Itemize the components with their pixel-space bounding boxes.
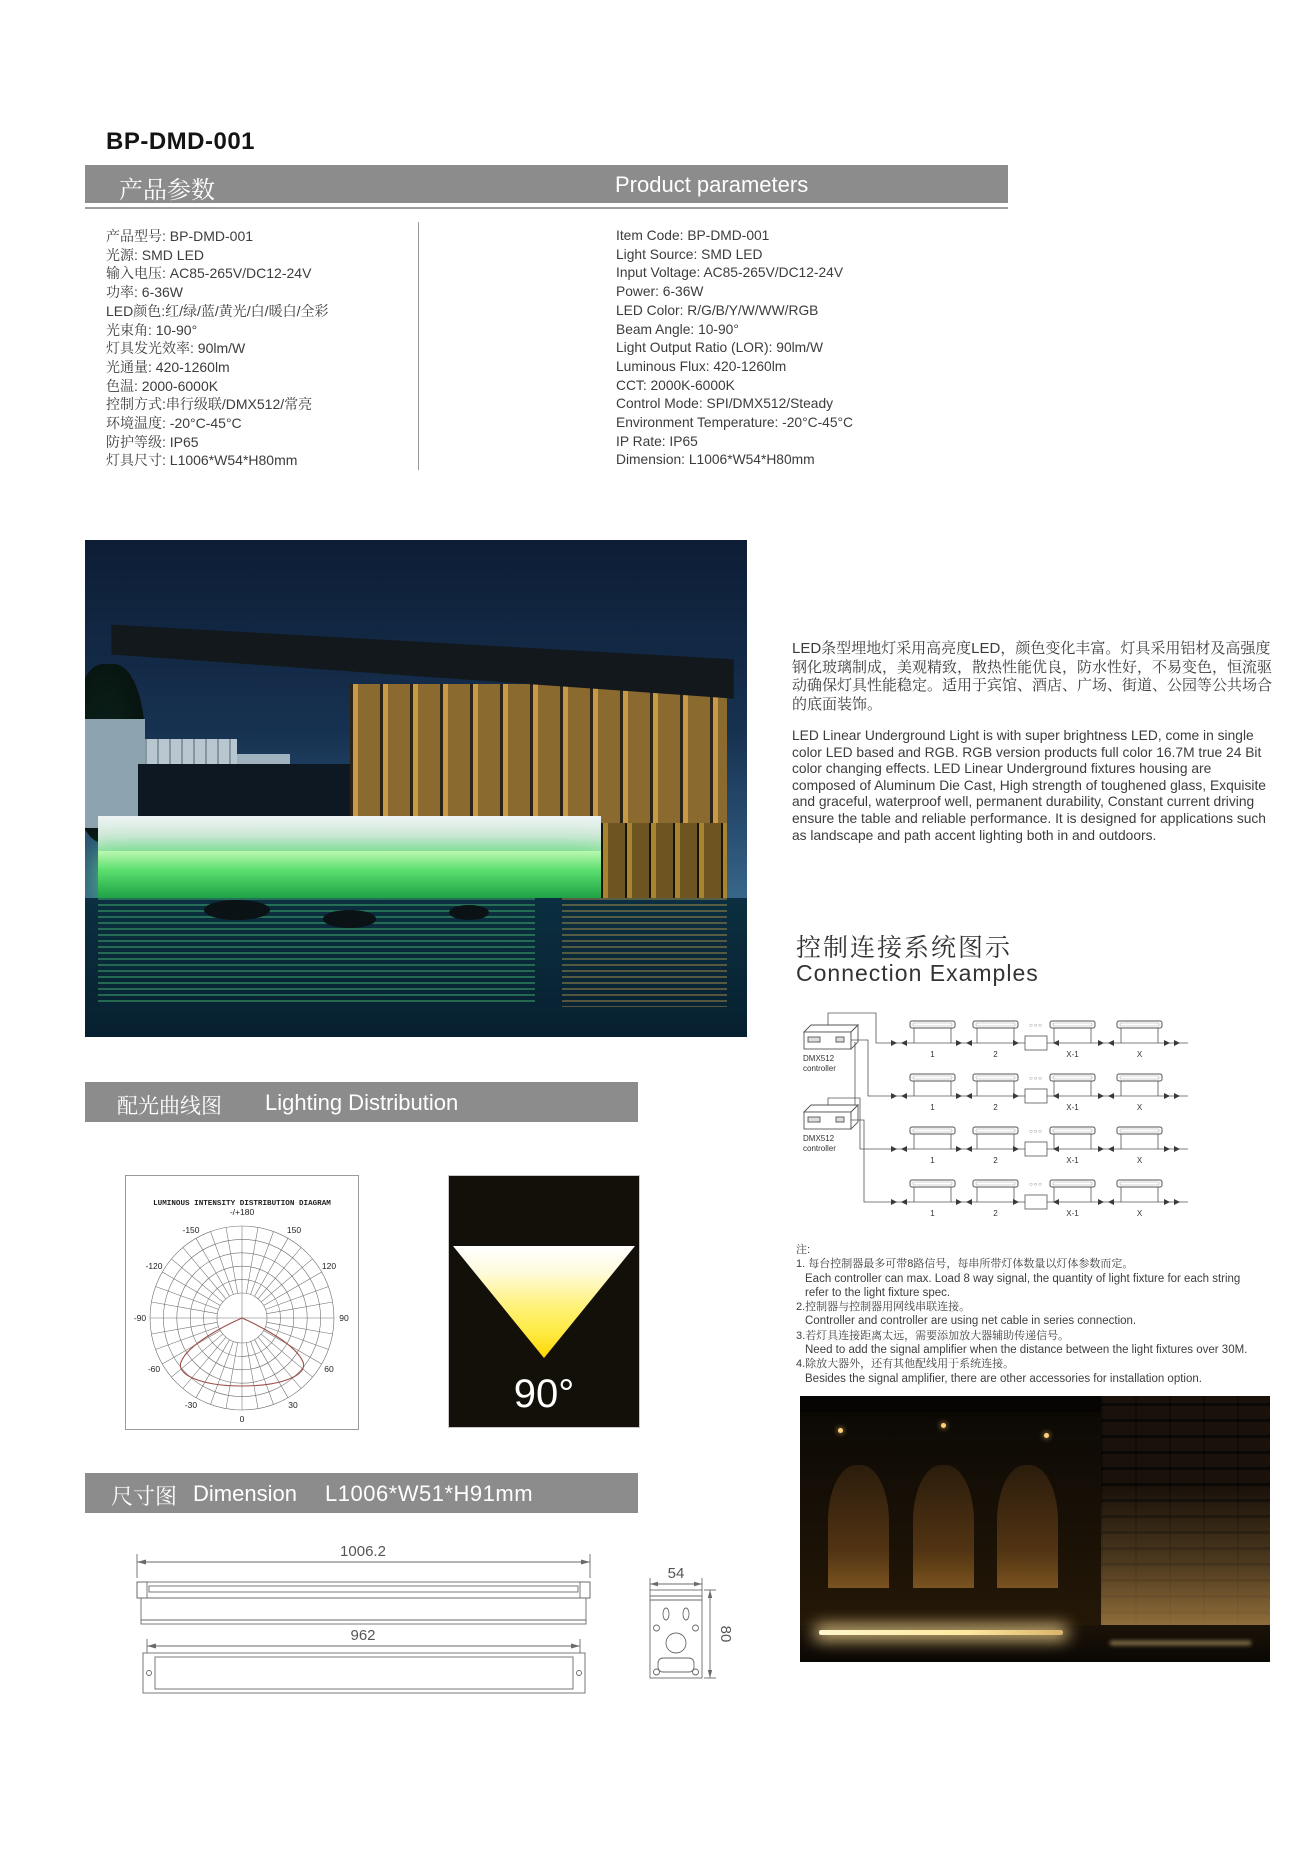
light-fixture-bar: [910, 1127, 955, 1134]
angle-label: -30: [184, 1400, 198, 1410]
controller-label: DMX512: [803, 1054, 835, 1063]
light-fixture-bar: [910, 1074, 955, 1081]
fixture-number: X-1: [1066, 1156, 1079, 1165]
dimension-drawing: [85, 1540, 765, 1740]
photo2-light-dot: [941, 1423, 946, 1428]
signal-amplifier-box: [1025, 1195, 1047, 1209]
fixture-number: X: [1136, 1209, 1143, 1218]
fixture-number: 1: [930, 1156, 935, 1165]
photo2-linear-ground-light: [819, 1630, 1063, 1635]
spec-line: Light Source: SMD LED: [616, 246, 763, 262]
fixture-number: X-1: [1066, 1050, 1079, 1059]
distribution-header-en: Lighting Distribution: [265, 1090, 459, 1115]
spec-line: 色温: 2000-6000K: [106, 377, 219, 394]
photo2-arch: [997, 1465, 1058, 1587]
angle-label: 90: [339, 1313, 349, 1323]
spec-line: 功率: 6-36W: [106, 284, 184, 301]
beam-angle-value: 90°: [513, 1372, 575, 1416]
angle-label: -90: [133, 1313, 147, 1323]
params-header-zh: 产品参数: [119, 177, 215, 204]
note-line: 注:: [796, 1244, 811, 1256]
fixture-number: X-1: [1066, 1209, 1079, 1218]
fixture-row: [886, 1180, 1188, 1218]
angle-label: 60: [324, 1364, 334, 1374]
angle-label: -120: [145, 1261, 163, 1271]
photo2-brick-pillar: [1101, 1396, 1270, 1662]
photo2-arch: [913, 1465, 974, 1587]
photo-green-led-wall: [98, 851, 601, 901]
light-fixture-bar: [973, 1127, 1018, 1134]
controller-label: controller: [803, 1064, 836, 1073]
dim-height: 80: [717, 1625, 734, 1643]
light-fixture-bar: [1050, 1180, 1095, 1187]
controller-label: controller: [803, 1144, 836, 1153]
photo-building-left: [85, 719, 145, 828]
photo-water-gold-reflection: [562, 898, 728, 1007]
dimension-header-size: L1006*W51*H91mm: [325, 1481, 534, 1506]
fixture-number: X: [1136, 1050, 1143, 1059]
dim-length-glass: 962: [350, 1627, 376, 1644]
light-fixture-bar: [973, 1180, 1018, 1187]
light-fixture-bar: [1117, 1127, 1162, 1134]
light-fixture-bar: [1117, 1074, 1162, 1081]
photo2-arch: [828, 1465, 889, 1587]
connection-diagram: [798, 1008, 1270, 1223]
spec-list-zh: [106, 227, 328, 470]
photo-rock: [449, 905, 489, 920]
fixture-row: [886, 1021, 1188, 1059]
beam-cone: [453, 1246, 635, 1358]
angle-label: 120: [321, 1261, 337, 1271]
angle-label: 150: [286, 1225, 302, 1235]
notes: [796, 1243, 1247, 1386]
fixture-number: 2: [993, 1050, 998, 1059]
signal-amplifier-box: [1025, 1036, 1047, 1050]
signal-wire: [851, 1040, 886, 1096]
fixture-row: [886, 1127, 1188, 1165]
connection-title-en: Connection Examples: [796, 960, 1039, 986]
signal-wire: [851, 1120, 886, 1202]
note-line: Need to add the signal amplifier when the distance between the light fixtures over 30M.: [805, 1344, 1248, 1357]
dim-length-overall: 1006.2: [340, 1543, 386, 1560]
photo2-light-dot: [838, 1428, 843, 1433]
note-line: Controller and controller are using net cable in series connection.: [805, 1315, 1137, 1328]
params-header-bar: [85, 165, 1008, 203]
light-fixture-bar: [1050, 1127, 1095, 1134]
application-photo: [800, 1396, 1270, 1662]
connection-title-zh: 控制连接系统图示: [796, 934, 1013, 962]
beam-angle-graphic: [448, 1175, 640, 1428]
fixture-number: 2: [993, 1209, 998, 1218]
ellipsis-dots: ○○○: [1029, 1182, 1043, 1188]
fixture-number: X: [1136, 1156, 1143, 1165]
spec-line: 输入电压: AC85-265V/DC12-24V: [106, 265, 312, 282]
fixture-number: 2: [993, 1103, 998, 1112]
distribution-header-zh: 配光曲线图: [117, 1095, 222, 1118]
note-line: 1. 每台控制器最多可带8路信号，每串所带灯体数量以灯体参数而定。: [796, 1258, 1134, 1271]
light-fixture-bar: [973, 1074, 1018, 1081]
front-view: [143, 1653, 585, 1693]
note-line: refer to the light fixture spec.: [805, 1286, 951, 1299]
distribution-header-bar: [85, 1082, 638, 1122]
header-rule: [85, 207, 1008, 209]
spec-line: Input Voltage: AC85-265V/DC12-24V: [616, 265, 844, 281]
spec-line: 灯具尺寸: L1006*W54*H80mm: [106, 452, 298, 469]
controller-label: DMX512: [803, 1134, 835, 1143]
light-fixture-bar: [1117, 1021, 1162, 1028]
ellipsis-dots: ○○○: [1029, 1023, 1043, 1029]
spec-line: LED Color: R/G/B/Y/W/WW/RGB: [616, 302, 819, 318]
polar-diagram-title: LUMINOUS INTENSITY DISTRIBUTION DIAGRAM: [153, 1200, 331, 1208]
fixture-number: 2: [993, 1156, 998, 1165]
dimension-header-bar: [85, 1473, 638, 1513]
photo-rock: [323, 910, 376, 927]
light-fixture-bar: [1050, 1074, 1095, 1081]
angle-label: 0: [239, 1414, 245, 1424]
signal-amplifier-box: [1025, 1089, 1047, 1103]
dimension-header-en: Dimension: [193, 1481, 297, 1506]
spec-line: Luminous Flux: 420-1260lm: [616, 358, 787, 374]
dmx512-controller: [803, 1105, 858, 1153]
spec-column-divider: [418, 222, 419, 470]
angle-label: -/+180: [229, 1207, 255, 1217]
dimension-header-zh: 尺寸图: [111, 1484, 178, 1509]
dmx512-controller: [803, 1025, 858, 1073]
note-line: Each controller can max. Load 8 way signal, the quantity of light fixture for each string: [805, 1272, 1241, 1285]
end-view: [650, 1565, 734, 1678]
photo-glass-lower: [601, 823, 727, 900]
note-line: 2.控制器与控制器用网线串联连接。: [796, 1301, 971, 1314]
spec-line: 灯具发光效率: 90lm/W: [106, 340, 246, 357]
spec-line: 光束角: 10-90°: [106, 321, 198, 338]
angle-label: -60: [147, 1364, 161, 1374]
spec-line: Dimension: L1006*W54*H80mm: [616, 452, 815, 468]
building-photo: [85, 540, 747, 1037]
spec-line: Environment Temperature: -20°C-45°C: [616, 415, 853, 431]
spec-list-en: [616, 227, 853, 470]
spec-line: Power: 6-36W: [616, 284, 704, 300]
photo-low-wing: [138, 764, 350, 824]
fixture-number: 1: [930, 1209, 935, 1218]
spec-line: 光通量: 420-1260lm: [106, 358, 230, 375]
light-fixture-bar: [1117, 1180, 1162, 1187]
spec-line: 产品型号: BP-DMD-001: [106, 228, 254, 244]
spec-line: Light Output Ratio (LOR): 90lm/W: [616, 340, 824, 356]
spec-line: 环境温度: -20°C-45°C: [106, 415, 242, 432]
photo-white-wall: [98, 816, 601, 851]
description-zh: LED条型埋地灯采用高亮度LED，颜色变化丰富。灯具采用铝材及高强度钢化玻璃制成，美观精致，散热性能优良，防水性好，不易变色，恒流驱动确保灯具性能稳定。适用于宾馆、酒店、广场、街道、公园等公共场合的底面装饰。: [792, 640, 1273, 713]
note-line: Besides the signal amplifier, there are other accessories for installation option.: [805, 1372, 1202, 1385]
page-title: BP-DMD-001: [106, 128, 256, 155]
spec-line: LED颜色:红/绿/蓝/黄光/白/暖白/全彩: [106, 302, 329, 319]
fixture-number: 1: [930, 1103, 935, 1112]
fixture-number: X-1: [1066, 1103, 1079, 1112]
params-header-en: Product parameters: [615, 172, 809, 197]
light-fixture-bar: [910, 1180, 955, 1187]
fixture-number: X: [1136, 1103, 1143, 1112]
photo2-base-glow: [1110, 1641, 1251, 1645]
spec-line: 防护等级: IP65: [106, 433, 199, 450]
spec-line: 光源: SMD LED: [106, 246, 205, 263]
angle-label: 30: [288, 1400, 298, 1410]
ellipsis-dots: ○○○: [1029, 1076, 1043, 1082]
light-fixture-bar: [1050, 1021, 1095, 1028]
light-fixture-bar: [910, 1021, 955, 1028]
light-fixture-bar: [973, 1021, 1018, 1028]
spec-line: 控制方式:串行级联/DMX512/常亮: [106, 396, 313, 413]
photo-glass-facade: [350, 684, 727, 823]
spec-line: CCT: 2000K-6000K: [616, 377, 735, 393]
polar-diagram-box: [125, 1175, 359, 1430]
fixture-row: [886, 1074, 1188, 1112]
ellipsis-dots: ○○○: [1029, 1129, 1043, 1135]
note-line: 4.除放大器外，还有其他配线用于系统连接。: [796, 1358, 1015, 1371]
side-view: [137, 1582, 590, 1624]
fixture-number: 1: [930, 1050, 935, 1059]
signal-amplifier-box: [1025, 1142, 1047, 1156]
angle-label: -150: [182, 1225, 200, 1235]
note-line: 3.若灯具连接距离太远，需要添加放大器辅助传递信号。: [796, 1329, 1070, 1342]
dim-width: 54: [667, 1565, 685, 1582]
description-en: LED Linear Underground Light is with super brightness LED, come in single color LED based and RGB. RGB version products full color 16.7M true 24 Bit color changing effects. LED Linear Underground fixtures housing are composed of Aluminum Die Cast, High strength of toughened glass, Exquisite and graceful, waterproof well, permanent durability, Constant current driving ensure the table and reliable performance. It is designed for applications such as landscape and path accent lighting both in and outdoors.: [792, 728, 1266, 843]
spec-line: Control Mode: SPI/DMX512/Steady: [616, 396, 834, 412]
spec-line: Beam Angle: 10-90°: [616, 321, 739, 337]
spec-line: Item Code: BP-DMD-001: [616, 228, 770, 243]
spec-line: IP Rate: IP65: [616, 433, 698, 449]
